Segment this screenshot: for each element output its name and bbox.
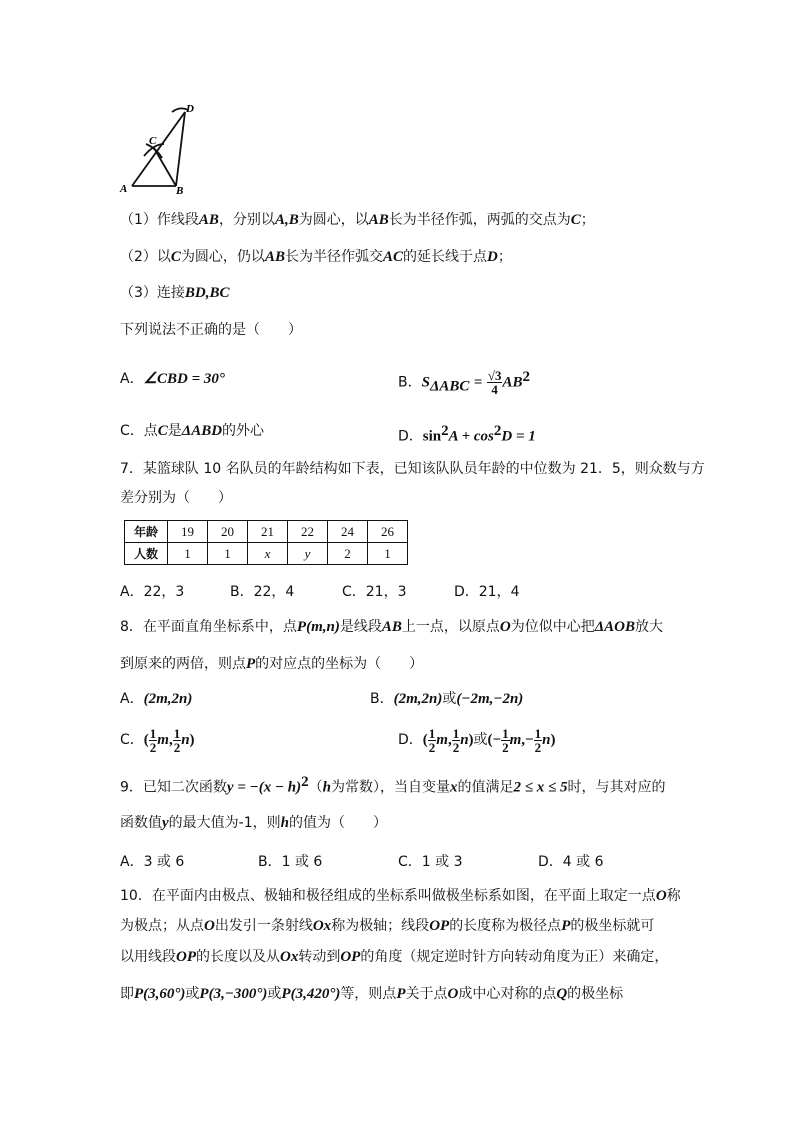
- table-cell: 1: [208, 543, 248, 565]
- q6-step3: （3）连接BD,BC: [120, 285, 230, 301]
- q6-step1: （1）作线段AB，分别以A,B为圆心，以AB长为半径作弧，两弧的交点为C；: [120, 212, 595, 228]
- q8-option-b: B．(2m,2n)或(−2m,−2n): [370, 691, 524, 707]
- q9-stem-line2: 函数值y的最大值为-1，则h的值为（ ）: [120, 815, 387, 831]
- q6-option-d: D．$\sin^2A + \cos^2D = 1$: [398, 423, 536, 445]
- table-cell: 年龄: [125, 521, 168, 543]
- q7-stem-line2: 差分别为（ ）: [120, 490, 232, 506]
- q8-option-a: A．(2m,2n): [120, 691, 193, 707]
- table-cell: 26: [368, 521, 408, 543]
- q9-option-c: C．1 或 3: [398, 854, 463, 870]
- q8-stem-line1: 8．在平面直角坐标系中，点P(m,n)是线段AB上一点，以原点O为位似中心把ΔAOB放大: [120, 619, 663, 635]
- table-cell: 1: [368, 543, 408, 565]
- label-a: A: [120, 183, 128, 195]
- q8-stem-line2: 到原来的两倍，则点P的对应点的坐标为（ ）: [120, 656, 424, 672]
- q10-stem-line2: 为极点；从点O出发引一条射线Ox称为极轴；线段OP的长度称为极径点P的极坐标就可: [120, 918, 655, 934]
- q9-option-a: A．3 或 6: [120, 854, 185, 870]
- table-cell: 20: [208, 521, 248, 543]
- label-c: C: [149, 135, 157, 147]
- table-cell: 1: [168, 543, 208, 565]
- label-b: B: [176, 185, 184, 196]
- q6-step2: （2）以C为圆心，仍以AB长为半径作弧交AC的延长线于点D；: [120, 249, 512, 265]
- table-cell: y: [288, 543, 328, 565]
- q9-option-d: D．4 或 6: [538, 854, 604, 870]
- segment-bc: [154, 148, 176, 186]
- table-cell: x: [248, 543, 288, 565]
- q7-option-c: C．21，3: [342, 584, 407, 600]
- q8-option-d: D．( $\frac{1}{2}$ m, $\frac{1}{2}$ n)或(− $\frac{1}{2}$ m,− $\frac{1}{2}$ n): [398, 725, 556, 755]
- q7-option-d: D．21，4: [454, 584, 520, 600]
- q10-stem-line3: 以用线段OP的长度以及从Ox转动到OP的角度（规定逆时针方向转动角度为正）来确定，: [120, 949, 669, 965]
- q10-stem-line1: 10．在平面内由极点、极轴和极径组成的坐标系叫做极坐标系如图，在平面上取定一点O称: [120, 888, 681, 904]
- table-cell: 22: [288, 521, 328, 543]
- table-cell: 2: [328, 543, 368, 565]
- q10-stem-line4: 即P(3,60°)或P(3,−300°)或P(3,420°)等，则点P关于点O成中心对称的点Q的极坐标: [120, 986, 624, 1002]
- table-cell: 人数: [125, 543, 168, 565]
- q7-option-b: B．22，4: [230, 584, 295, 600]
- table-cell: 21: [248, 521, 288, 543]
- q7-option-a: A．22，3: [120, 584, 185, 600]
- age-table: [124, 520, 408, 565]
- q6-prompt: 下列说法不正确的是（ ）: [120, 322, 302, 338]
- table-cell: 24: [328, 521, 368, 543]
- q9-option-b: B．1 或 6: [258, 854, 323, 870]
- q8-option-c: C．( $\frac{1}{2}$ m, $\frac{1}{2}$ n): [120, 725, 195, 755]
- q6-option-c: C．点C是ΔABD的外心: [120, 423, 265, 439]
- table-cell: 19: [168, 521, 208, 543]
- table-row: [125, 521, 408, 543]
- label-d: D: [186, 103, 194, 115]
- q7-stem-line1: 7．某篮球队 10 名队员的年龄结构如下表，已知该队队员年龄的中位数为 21．5，则众数与方: [120, 461, 705, 477]
- construction-figure: [116, 100, 206, 196]
- q6-option-b: B．$S_{\Delta ABC}$ = $\frac{√3}{4}$ $AB^2$: [398, 368, 530, 398]
- q6-option-a: A．∠CBD = 30°: [120, 371, 225, 387]
- table-row: [125, 543, 408, 565]
- q9-stem-line1: 9．已知二次函数$y = -(x - h)^2(h$为常数），当自变量x的值满足2 ≤ x ≤ 5时，与其对应的: [120, 774, 666, 796]
